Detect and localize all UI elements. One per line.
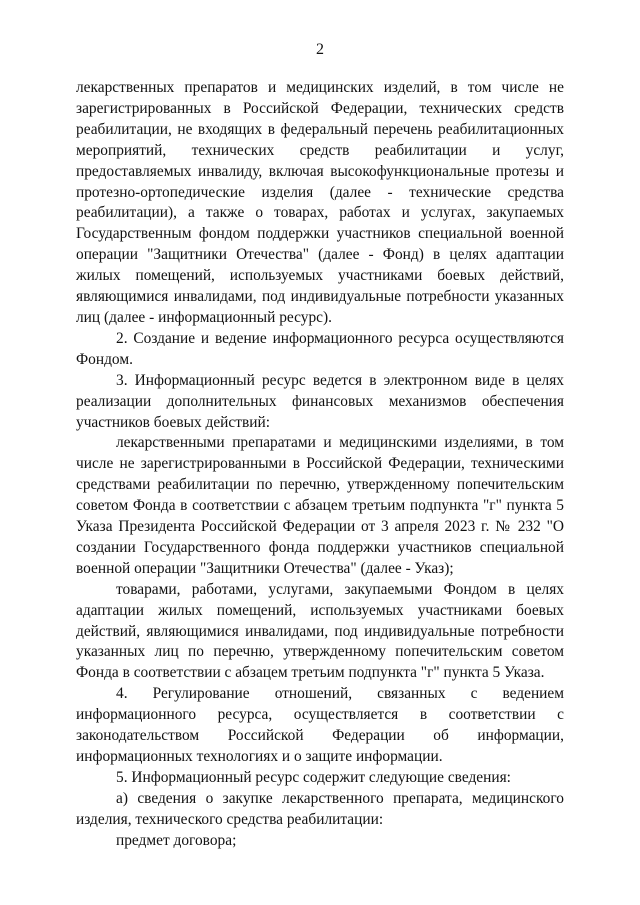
- paragraph-item-3: 3. Информационный ресурс ведется в электронном виде в целях реализации дополнительных финансовых механизмов обеспечения участников боевых действий:: [76, 371, 564, 431]
- paragraph-item-5: 5. Информационный ресурс содержит следующие сведения:: [116, 768, 511, 786]
- paragraph-subitem-a: а) сведения о закупке лекарственного препарата, медицинского изделия, технического средства реабилитации:: [76, 789, 564, 828]
- paragraph-medications: лекарственными препаратами и медицинскими изделиями, в том числе не зарегистрированными в Российской Федерации, техническими средствами реабилитации по перечню, утвержденному попечительским советом Фонда в соответствии с абзацем третьим подпункта "г" пункта 5 Указа Президента Российской Федерации от 3 апреля 2023 г. № 232 "О создании Государственного фонда поддержки участников специальной военной операции "Защитники Отечества" (далее - Указ);: [76, 434, 564, 577]
- paragraph-item-2: 2. Создание и ведение информационного ресурса осуществляются Фондом.: [76, 329, 564, 368]
- document-body: [76, 78, 564, 852]
- paragraph-continuation: лекарственных препаратов и медицинских изделий, в том числе не зарегистрированных в Российской Федерации, технических средств реабилитации, не входящих в федеральный перечень реабилитационных мероприятий, технических средств реабилитации и услуг, предоставляемых инвалиду, включая высокофункциональные протезы и протезно-ортопедические изделия (далее - технические средства реабилитации), а также о товарах, работах и услугах, закупаемых Государственным фондом поддержки участников специальной военной операции "Защитники Отечества" (далее - Фонд) в целях адаптации жилых помещений, используемых участниками боевых действий, являющимися инвалидами, под индивидуальные потребности указанных лиц (далее - информационный ресурс).: [76, 79, 564, 326]
- page-number: 2: [316, 41, 324, 58]
- paragraph-item-4: 4. Регулирование отношений, связанных с ведением информационного ресурса, осуществляется в соответствии с законодательством Российской Федерации об информации, информационных технологиях и о защите информации.: [76, 685, 564, 765]
- paragraph-contract-subject: предмет договора;: [116, 831, 237, 849]
- paragraph-goods: товарами, работами, услугами, закупаемыми Фондом в целях адаптации жилых помещений, используемых участниками боевых действий, являющимися инвалидами, под индивидуальные потребности указанных лиц по перечню, утвержденному попечительским советом Фонда в соответствии с абзацем третьим подпункта "г" пункта 5 Указа.: [76, 580, 564, 682]
